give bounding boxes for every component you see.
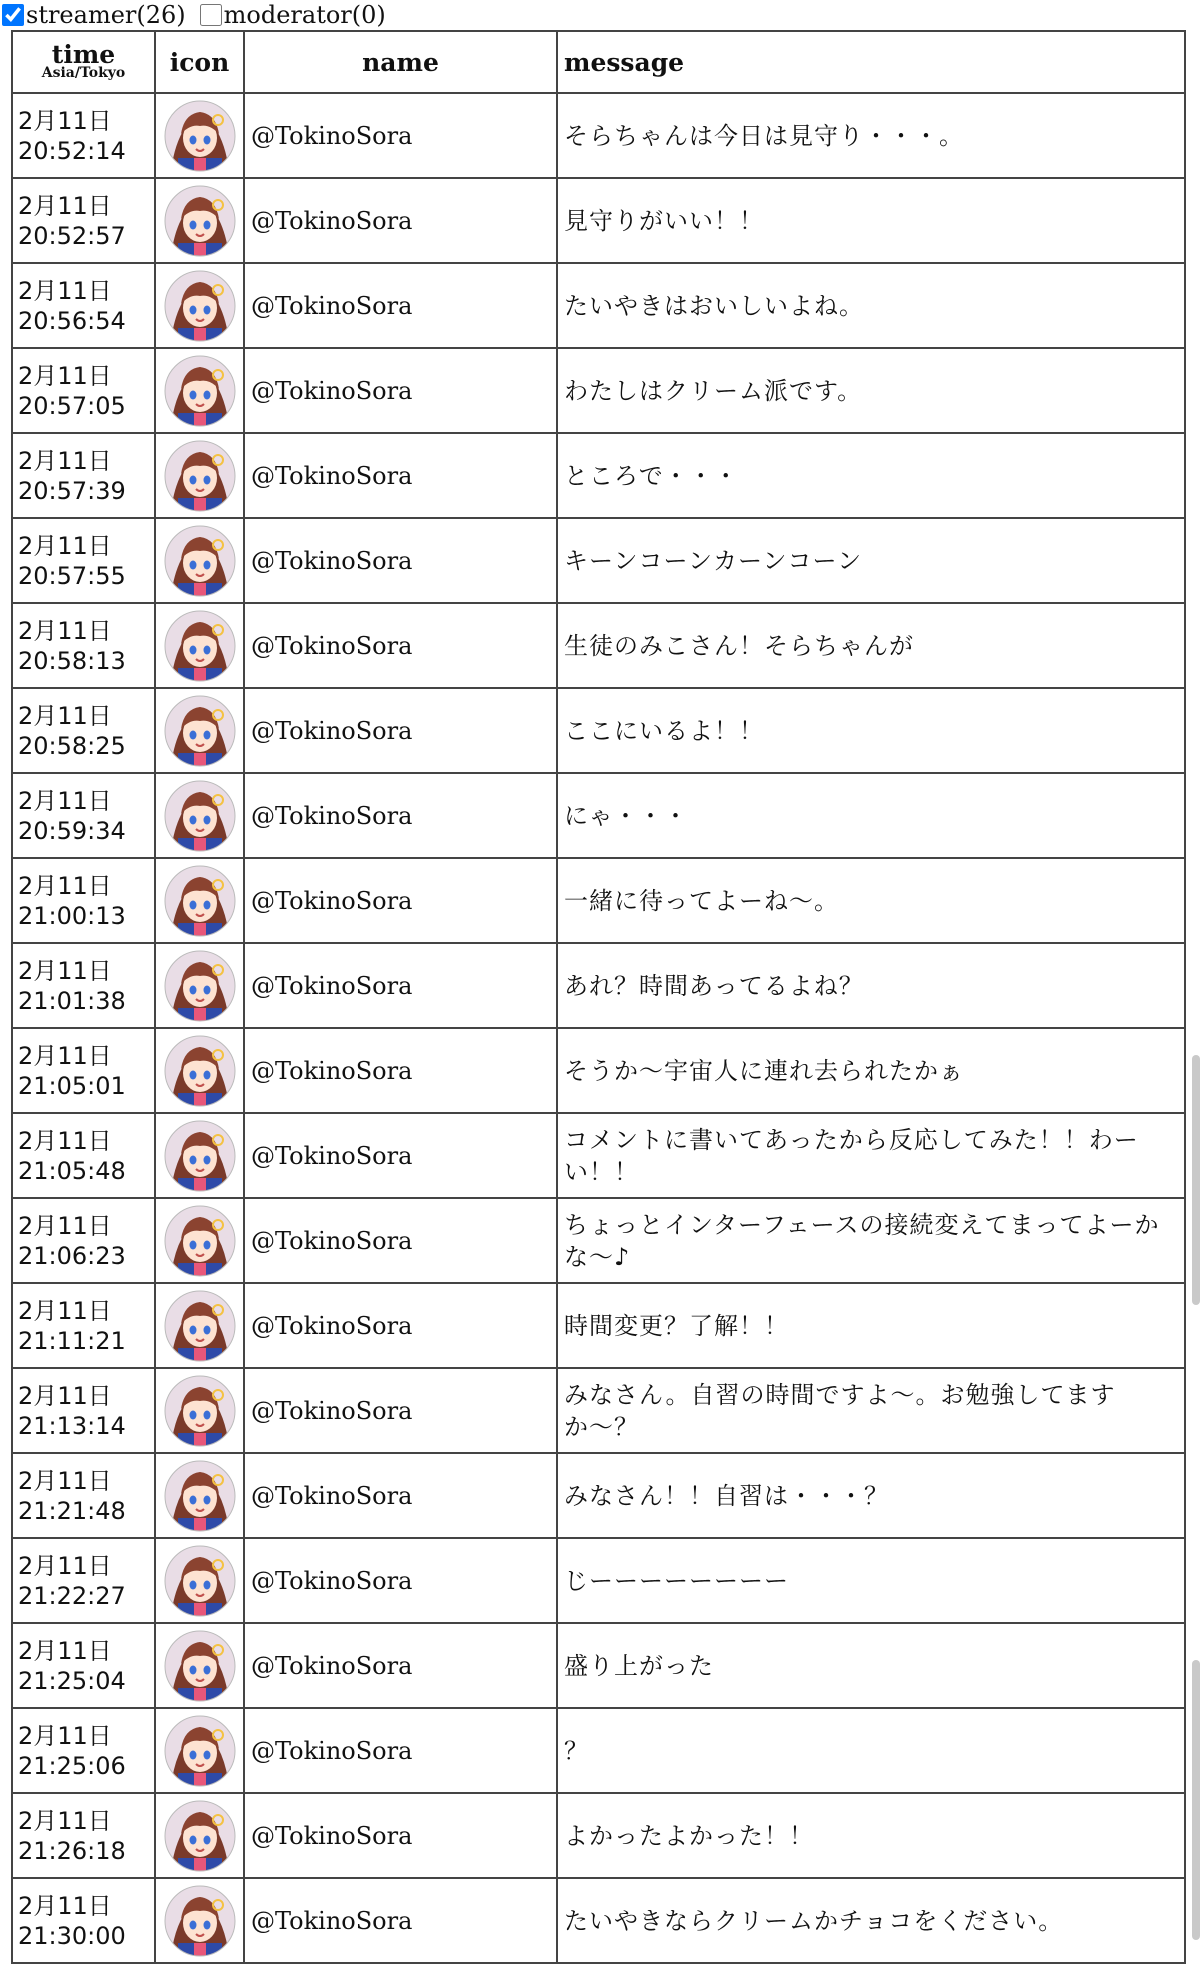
avatar[interactable] [164, 100, 236, 172]
author-name[interactable]: @TokinoSora [244, 1283, 557, 1368]
timestamp-cell [12, 1368, 155, 1453]
table-row [12, 1453, 1185, 1538]
message-date: 2月11日 [18, 1891, 112, 1920]
message-text: そうか〜宇宙人に連れ去られたかぁ [557, 1028, 1185, 1113]
message-date: 2月11日 [18, 956, 112, 985]
avatar[interactable] [164, 185, 236, 257]
avatar[interactable] [164, 610, 236, 682]
message-time: 21:00:13 [18, 901, 126, 930]
message-date: 2月11日 [18, 1636, 112, 1665]
icon-cell [155, 263, 244, 348]
message-date: 2月11日 [18, 106, 112, 135]
message-date: 2月11日 [18, 1041, 112, 1070]
avatar[interactable] [164, 525, 236, 597]
table-row [12, 348, 1185, 433]
timestamp-cell [12, 433, 155, 518]
icon-cell [155, 348, 244, 433]
author-name[interactable]: @TokinoSora [244, 1368, 557, 1453]
streamer-checkbox[interactable] [2, 4, 24, 26]
message-text: 生徒のみこさん！そらちゃんが [557, 603, 1185, 688]
message-time: 21:06:23 [18, 1241, 126, 1270]
author-name[interactable]: @TokinoSora [244, 1028, 557, 1113]
message-text: コメントに書いてあったから反応してみた！！わーい！！ [557, 1113, 1185, 1198]
message-time: 20:57:55 [18, 561, 126, 590]
table-row [12, 433, 1185, 518]
author-name[interactable]: @TokinoSora [244, 1538, 557, 1623]
icon-cell [155, 773, 244, 858]
message-text: キーンコーンカーンコーン [557, 518, 1185, 603]
timestamp-cell [12, 348, 155, 433]
timestamp-cell [12, 263, 155, 348]
author-name[interactable]: @TokinoSora [244, 943, 557, 1028]
table-row [12, 178, 1185, 263]
table-row [12, 1623, 1185, 1708]
author-name[interactable]: @TokinoSora [244, 1878, 557, 1963]
timestamp-cell [12, 1453, 155, 1538]
streamer-filter[interactable] [2, 1, 186, 29]
timezone-label: Asia/Tokyo [41, 65, 126, 81]
icon-cell [155, 178, 244, 263]
icon-cell [155, 1793, 244, 1878]
message-text: たいやきならクリームかチョコをください。 [557, 1878, 1185, 1963]
time-header-label: time [51, 40, 116, 69]
avatar[interactable] [164, 1545, 236, 1617]
table-row [12, 943, 1185, 1028]
timestamp-cell [12, 1793, 155, 1878]
filter-bar [0, 0, 1200, 30]
scrollbar-thumb[interactable] [1192, 1055, 1200, 1305]
message-date: 2月11日 [18, 1126, 112, 1155]
timestamp-cell [12, 93, 155, 178]
icon-cell [155, 1538, 244, 1623]
timestamp-cell [12, 943, 155, 1028]
icon-cell [155, 1453, 244, 1538]
timestamp-cell [12, 1198, 155, 1283]
message-date: 2月11日 [18, 1466, 112, 1495]
message-text: そらちゃんは今日は見守り・・・。 [557, 93, 1185, 178]
timestamp-cell [12, 1538, 155, 1623]
time-column-header [12, 31, 155, 93]
message-time: 21:21:48 [18, 1496, 126, 1525]
author-name[interactable]: @TokinoSora [244, 1793, 557, 1878]
table-row [12, 603, 1185, 688]
timestamp-cell [12, 858, 155, 943]
avatar[interactable] [164, 440, 236, 512]
name-column-header: name [244, 31, 557, 93]
message-date: 2月11日 [18, 1381, 112, 1410]
message-text: 見守りがいい！！ [557, 178, 1185, 263]
avatar[interactable] [164, 355, 236, 427]
icon-cell [155, 688, 244, 773]
message-text: よかったよかった！！ [557, 1793, 1185, 1878]
avatar[interactable] [164, 695, 236, 767]
timestamp-cell [12, 1113, 155, 1198]
moderator-checkbox[interactable] [200, 4, 222, 26]
icon-cell [155, 1623, 244, 1708]
icon-cell [155, 433, 244, 518]
moderator-filter[interactable] [200, 1, 386, 29]
table-header-row [12, 31, 1185, 93]
message-text: みなさん。自習の時間ですよ〜。お勉強してますか〜？ [557, 1368, 1185, 1453]
icon-cell [155, 1708, 244, 1793]
message-text: ちょっとインターフェースの接続変えてまってよーかな〜♪ [557, 1198, 1185, 1283]
message-date: 2月11日 [18, 786, 112, 815]
avatar[interactable] [164, 1885, 236, 1957]
icon-cell [155, 518, 244, 603]
message-time: 21:22:27 [18, 1581, 126, 1610]
icon-cell [155, 943, 244, 1028]
icon-cell [155, 1368, 244, 1453]
author-name[interactable]: @TokinoSora [244, 178, 557, 263]
timestamp-cell [12, 518, 155, 603]
message-time: 20:58:13 [18, 646, 126, 675]
icon-cell [155, 1878, 244, 1963]
message-text: わたしはクリーム派です。 [557, 348, 1185, 433]
icon-cell [155, 1113, 244, 1198]
moderator-filter-label: moderator(0) [223, 1, 386, 29]
message-date: 2月11日 [18, 701, 112, 730]
table-body [12, 93, 1185, 1963]
author-name[interactable]: @TokinoSora [244, 858, 557, 943]
message-text: にゃ・・・ [557, 773, 1185, 858]
message-text: ここにいるよ！！ [557, 688, 1185, 773]
message-date: 2月11日 [18, 871, 112, 900]
author-name[interactable]: @TokinoSora [244, 773, 557, 858]
message-text: 一緒に待ってよーね〜。 [557, 858, 1185, 943]
icon-cell [155, 603, 244, 688]
timestamp-cell [12, 773, 155, 858]
message-time: 21:25:06 [18, 1751, 126, 1780]
scrollbar-thumb-lower[interactable] [1192, 1660, 1200, 1940]
message-time: 20:57:39 [18, 476, 126, 505]
message-time: 20:59:34 [18, 816, 126, 845]
message-text: ところで・・・ [557, 433, 1185, 518]
message-date: 2月11日 [18, 1721, 112, 1750]
message-time: 21:30:00 [18, 1921, 126, 1950]
avatar[interactable] [164, 1630, 236, 1702]
table-row [12, 1198, 1185, 1283]
avatar[interactable] [164, 950, 236, 1022]
timestamp-cell [12, 1708, 155, 1793]
table-row [12, 1113, 1185, 1198]
message-date: 2月11日 [18, 446, 112, 475]
author-name[interactable]: @TokinoSora [244, 1708, 557, 1793]
message-text: みなさん！！自習は・・・？ [557, 1453, 1185, 1538]
avatar[interactable] [164, 1290, 236, 1362]
message-time: 21:11:21 [18, 1326, 126, 1355]
table-row [12, 1283, 1185, 1368]
avatar[interactable] [164, 270, 236, 342]
message-time: 21:01:38 [18, 986, 126, 1015]
message-time: 20:56:54 [18, 306, 126, 335]
icon-column-header: icon [155, 31, 244, 93]
timestamp-cell [12, 688, 155, 773]
avatar[interactable] [164, 1035, 236, 1107]
message-text: ？ [557, 1708, 1185, 1793]
streamer-filter-label: streamer(26) [26, 1, 186, 29]
message-time: 21:05:48 [18, 1156, 126, 1185]
message-time: 21:13:14 [18, 1411, 126, 1440]
message-time: 20:52:57 [18, 221, 126, 250]
message-time: 20:52:14 [18, 136, 126, 165]
message-time: 20:57:05 [18, 391, 126, 420]
timestamp-cell [12, 178, 155, 263]
avatar[interactable] [164, 1205, 236, 1277]
avatar[interactable] [164, 780, 236, 852]
author-name[interactable]: @TokinoSora [244, 263, 557, 348]
avatar[interactable] [164, 1120, 236, 1192]
message-time: 21:05:01 [18, 1071, 126, 1100]
message-column-header: message [557, 31, 1185, 93]
table-row [12, 773, 1185, 858]
table-row [12, 263, 1185, 348]
table-row [12, 1793, 1185, 1878]
message-time: 21:26:18 [18, 1836, 126, 1865]
message-text: たいやきはおいしいよね。 [557, 263, 1185, 348]
message-date: 2月11日 [18, 1806, 112, 1835]
table-row [12, 688, 1185, 773]
message-date: 2月11日 [18, 531, 112, 560]
avatar[interactable] [164, 1800, 236, 1872]
timestamp-cell [12, 1283, 155, 1368]
chat-log-table [11, 30, 1186, 1964]
author-name[interactable]: @TokinoSora [244, 348, 557, 433]
message-time: 20:58:25 [18, 731, 126, 760]
avatar[interactable] [164, 1715, 236, 1787]
author-name[interactable]: @TokinoSora [244, 603, 557, 688]
message-date: 2月11日 [18, 1211, 112, 1240]
timestamp-cell [12, 603, 155, 688]
author-name[interactable]: @TokinoSora [244, 688, 557, 773]
table-row [12, 1878, 1185, 1963]
icon-cell [155, 1198, 244, 1283]
table-row [12, 1708, 1185, 1793]
message-date: 2月11日 [18, 616, 112, 645]
timestamp-cell [12, 1623, 155, 1708]
avatar[interactable] [164, 1460, 236, 1532]
message-date: 2月11日 [18, 276, 112, 305]
avatar[interactable] [164, 865, 236, 937]
table-row [12, 1368, 1185, 1453]
message-text: 時間変更？了解！！ [557, 1283, 1185, 1368]
author-name[interactable]: @TokinoSora [244, 1623, 557, 1708]
message-text: あれ？時間あってるよね？ [557, 943, 1185, 1028]
icon-cell [155, 1028, 244, 1113]
author-name[interactable]: @TokinoSora [244, 93, 557, 178]
message-date: 2月11日 [18, 191, 112, 220]
timestamp-cell [12, 1028, 155, 1113]
table-row [12, 1028, 1185, 1113]
author-name[interactable]: @TokinoSora [244, 1113, 557, 1198]
message-time: 21:25:04 [18, 1666, 126, 1695]
avatar[interactable] [164, 1375, 236, 1447]
message-text: じーーーーーーーー [557, 1538, 1185, 1623]
message-date: 2月11日 [18, 1296, 112, 1325]
table-row [12, 518, 1185, 603]
icon-cell [155, 1283, 244, 1368]
message-date: 2月11日 [18, 1551, 112, 1580]
message-date: 2月11日 [18, 361, 112, 390]
author-name[interactable]: @TokinoSora [244, 518, 557, 603]
icon-cell [155, 858, 244, 943]
table-row [12, 858, 1185, 943]
table-row [12, 93, 1185, 178]
timestamp-cell [12, 1878, 155, 1963]
author-name[interactable]: @TokinoSora [244, 433, 557, 518]
author-name[interactable]: @TokinoSora [244, 1453, 557, 1538]
table-row [12, 1538, 1185, 1623]
icon-cell [155, 93, 244, 178]
message-text: 盛り上がった [557, 1623, 1185, 1708]
author-name[interactable]: @TokinoSora [244, 1198, 557, 1283]
